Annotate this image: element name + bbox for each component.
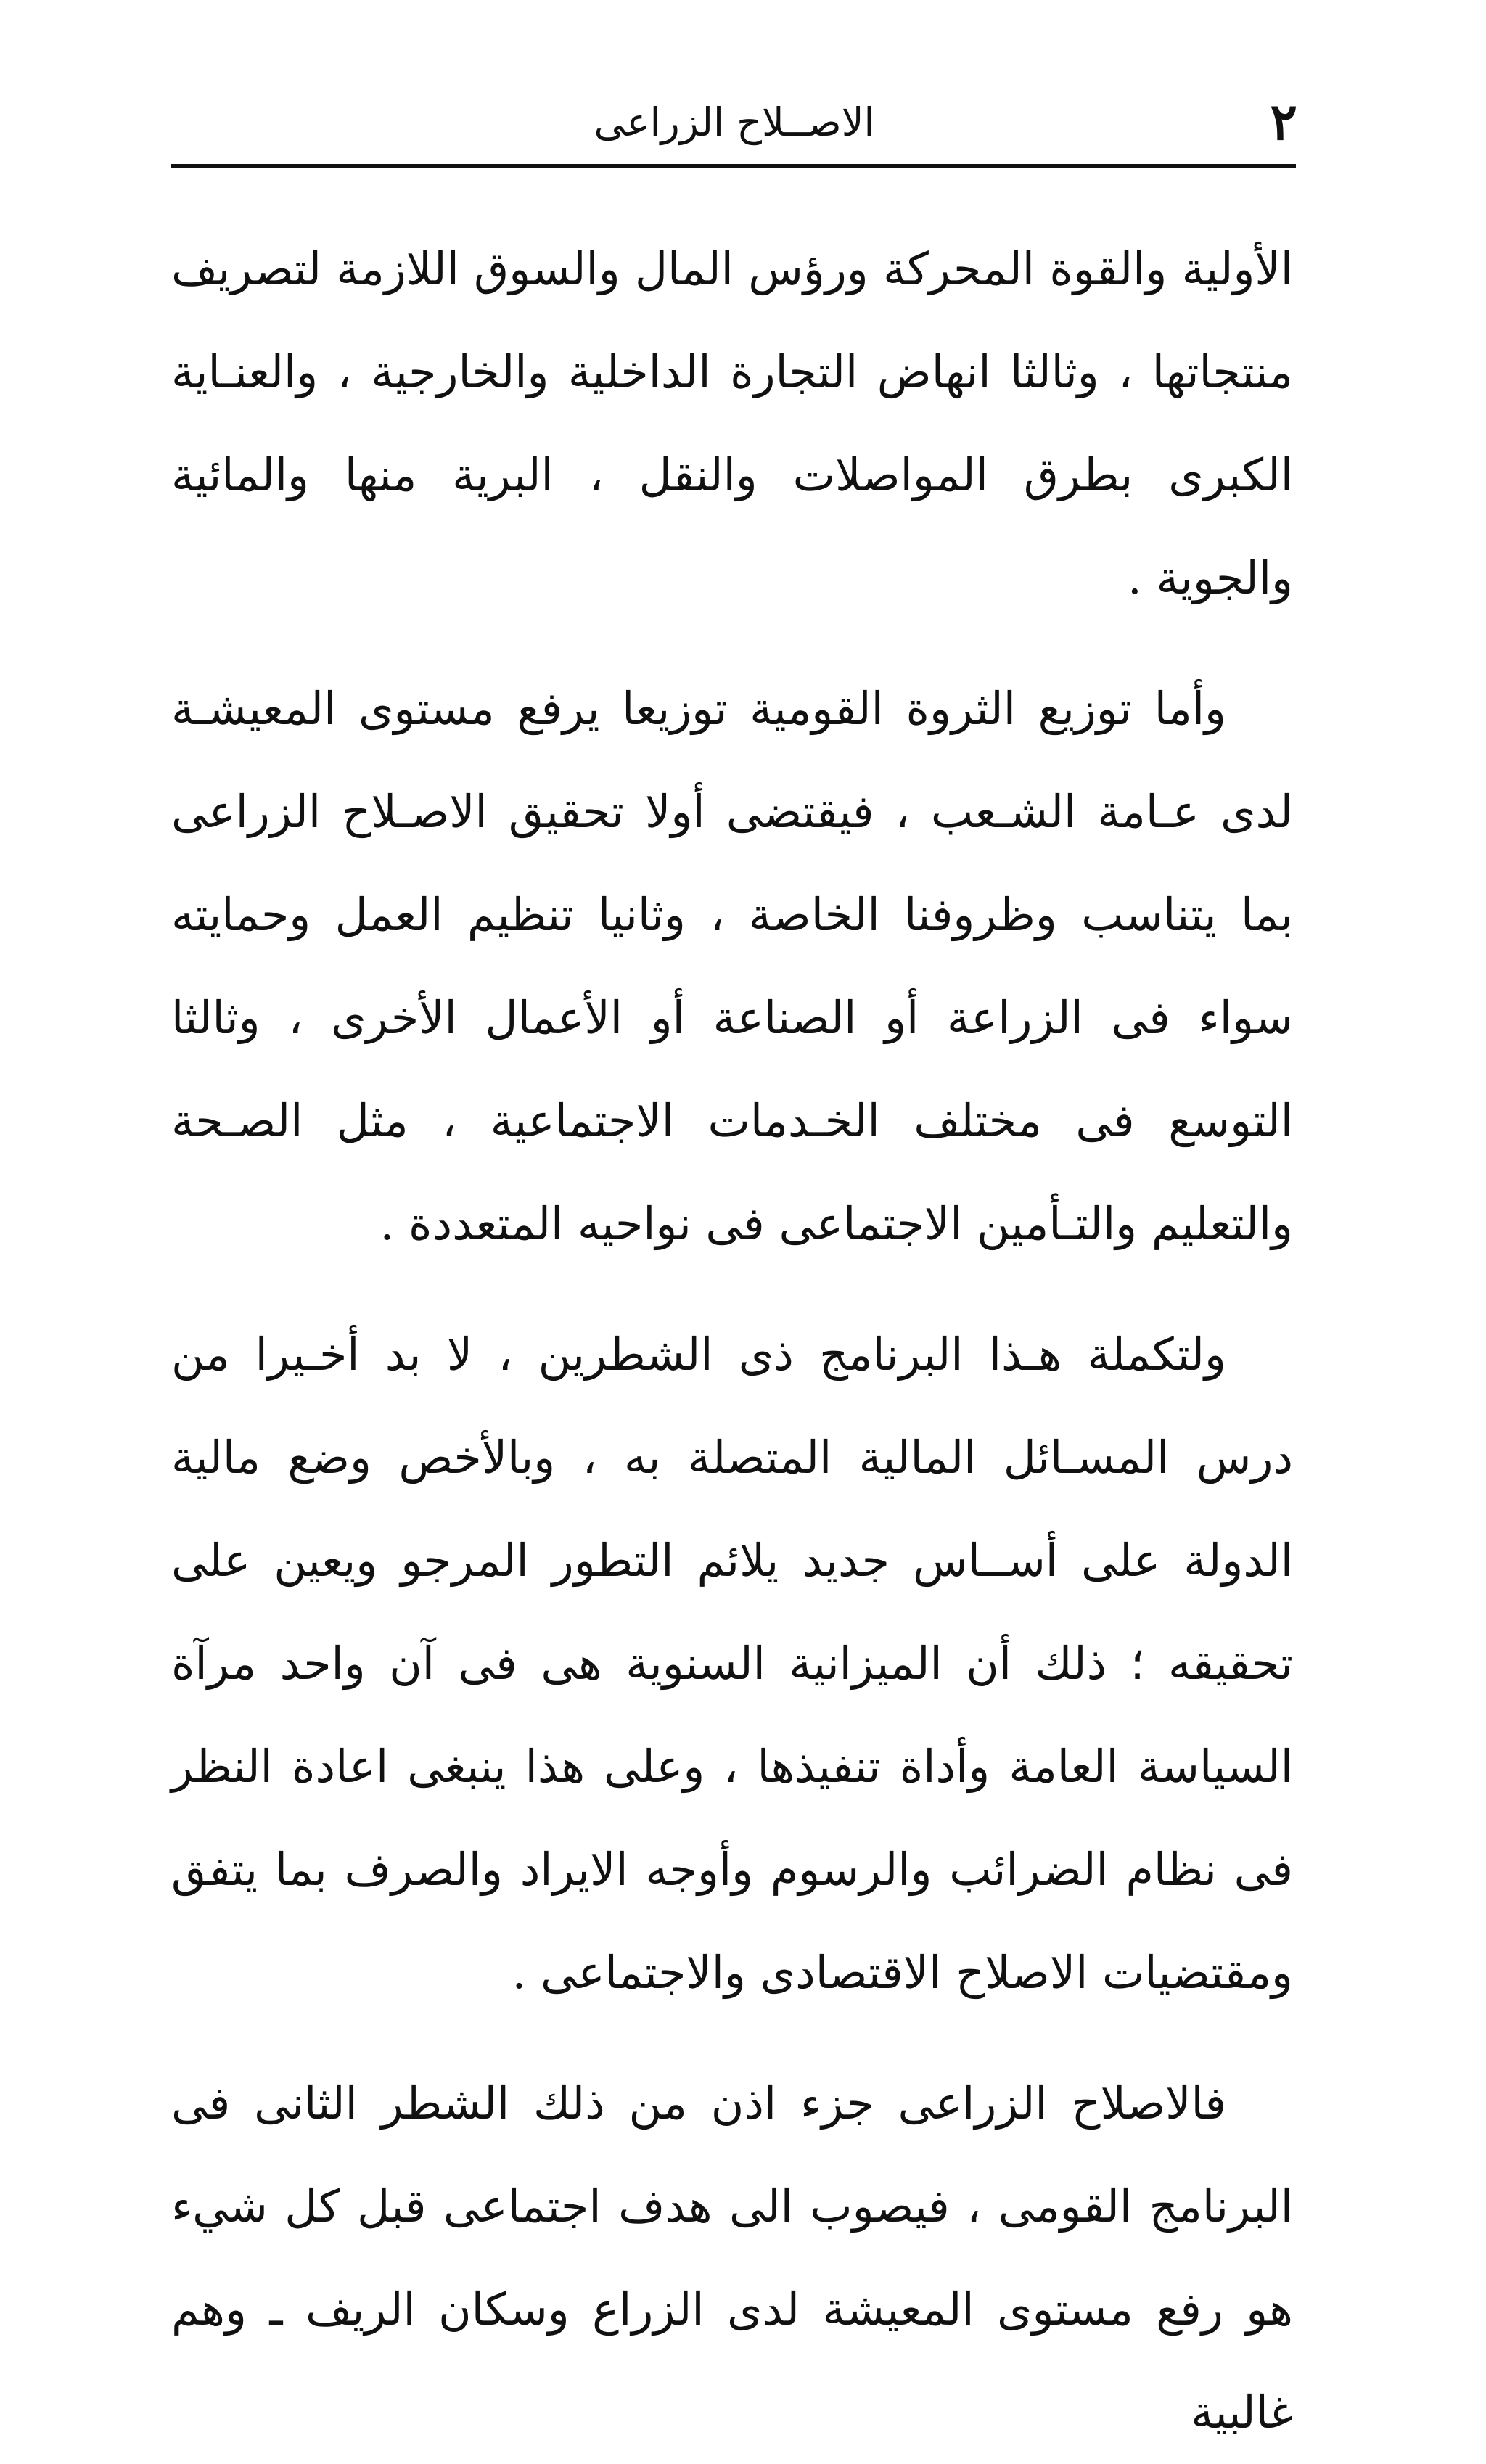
paragraph-wealth-distribution: وأما توزيع الثروة القومية توزيعا يرفع مستوى المعيشـة لدى عـامة الشـعب ، فيقتضى أولا تحقيق الاصـلاح الزراعى بما يتناسب وظروفنا الخاصة ، وثانيا تنظيم العمل وحمايته سواء فى الزراعة أو الصناعة أو الأعمال الأخرى ، وثالثا التوسع فى مختلف الخـدمات الاجتماعية ، مثل الصـحة والتعليم والتـأمين الاجتماعى فى نواحيه المتعددة . <box>171 682 1293 1250</box>
header-rule <box>171 164 1296 168</box>
paragraph-agrarian-reform: فالاصلاح الزراعى جزء اذن من ذلك الشطر الثانى فى البرنامج القومى ، فيصوب الى هدف اجتماعى قبل كل شيء هو رفع مستوى المعيشة لدى الزراع وسكان الريف ـ وهم غالبية <box>171 2077 1293 2439</box>
body-text <box>171 218 1293 2464</box>
paragraph-continued: الأولية والقوة المحركة ورؤس المال والسوق اللازمة لتصريف منتجاتها ، وثالثا انهاض التجارة الداخلية والخارجية ، والعنـاية الكبرى بطرق المواصلات والنقل ، البرية منها والمائية والجوية . <box>171 242 1293 604</box>
running-title: الاصــلاح الزراعى <box>594 99 875 145</box>
running-header <box>171 86 1297 165</box>
paragraph-financial-matters: ولتكملة هـذا البرنامج ذى الشطرين ، لا بد أخـيرا من درس المسـائل المالية المتصلة به ، وبالأخص وضع مالية الدولة على أســاس جديد يلائم التطور المرجو ويعين على تحقيقه ؛ ذلك أن الميزانية السنوية هى فى آن واحد مرآة السياسة العامة وأداة تنفيذها ، وعلى هذا ينبغى اعادة النظر فى نظام الضرائب والرسوم وأوجه الايراد والصرف بما يتفق ومقتضيات الاصلاح الاقتصادى والاجتماعى . <box>171 1328 1293 1999</box>
page-number: ٢ <box>1270 91 1297 152</box>
